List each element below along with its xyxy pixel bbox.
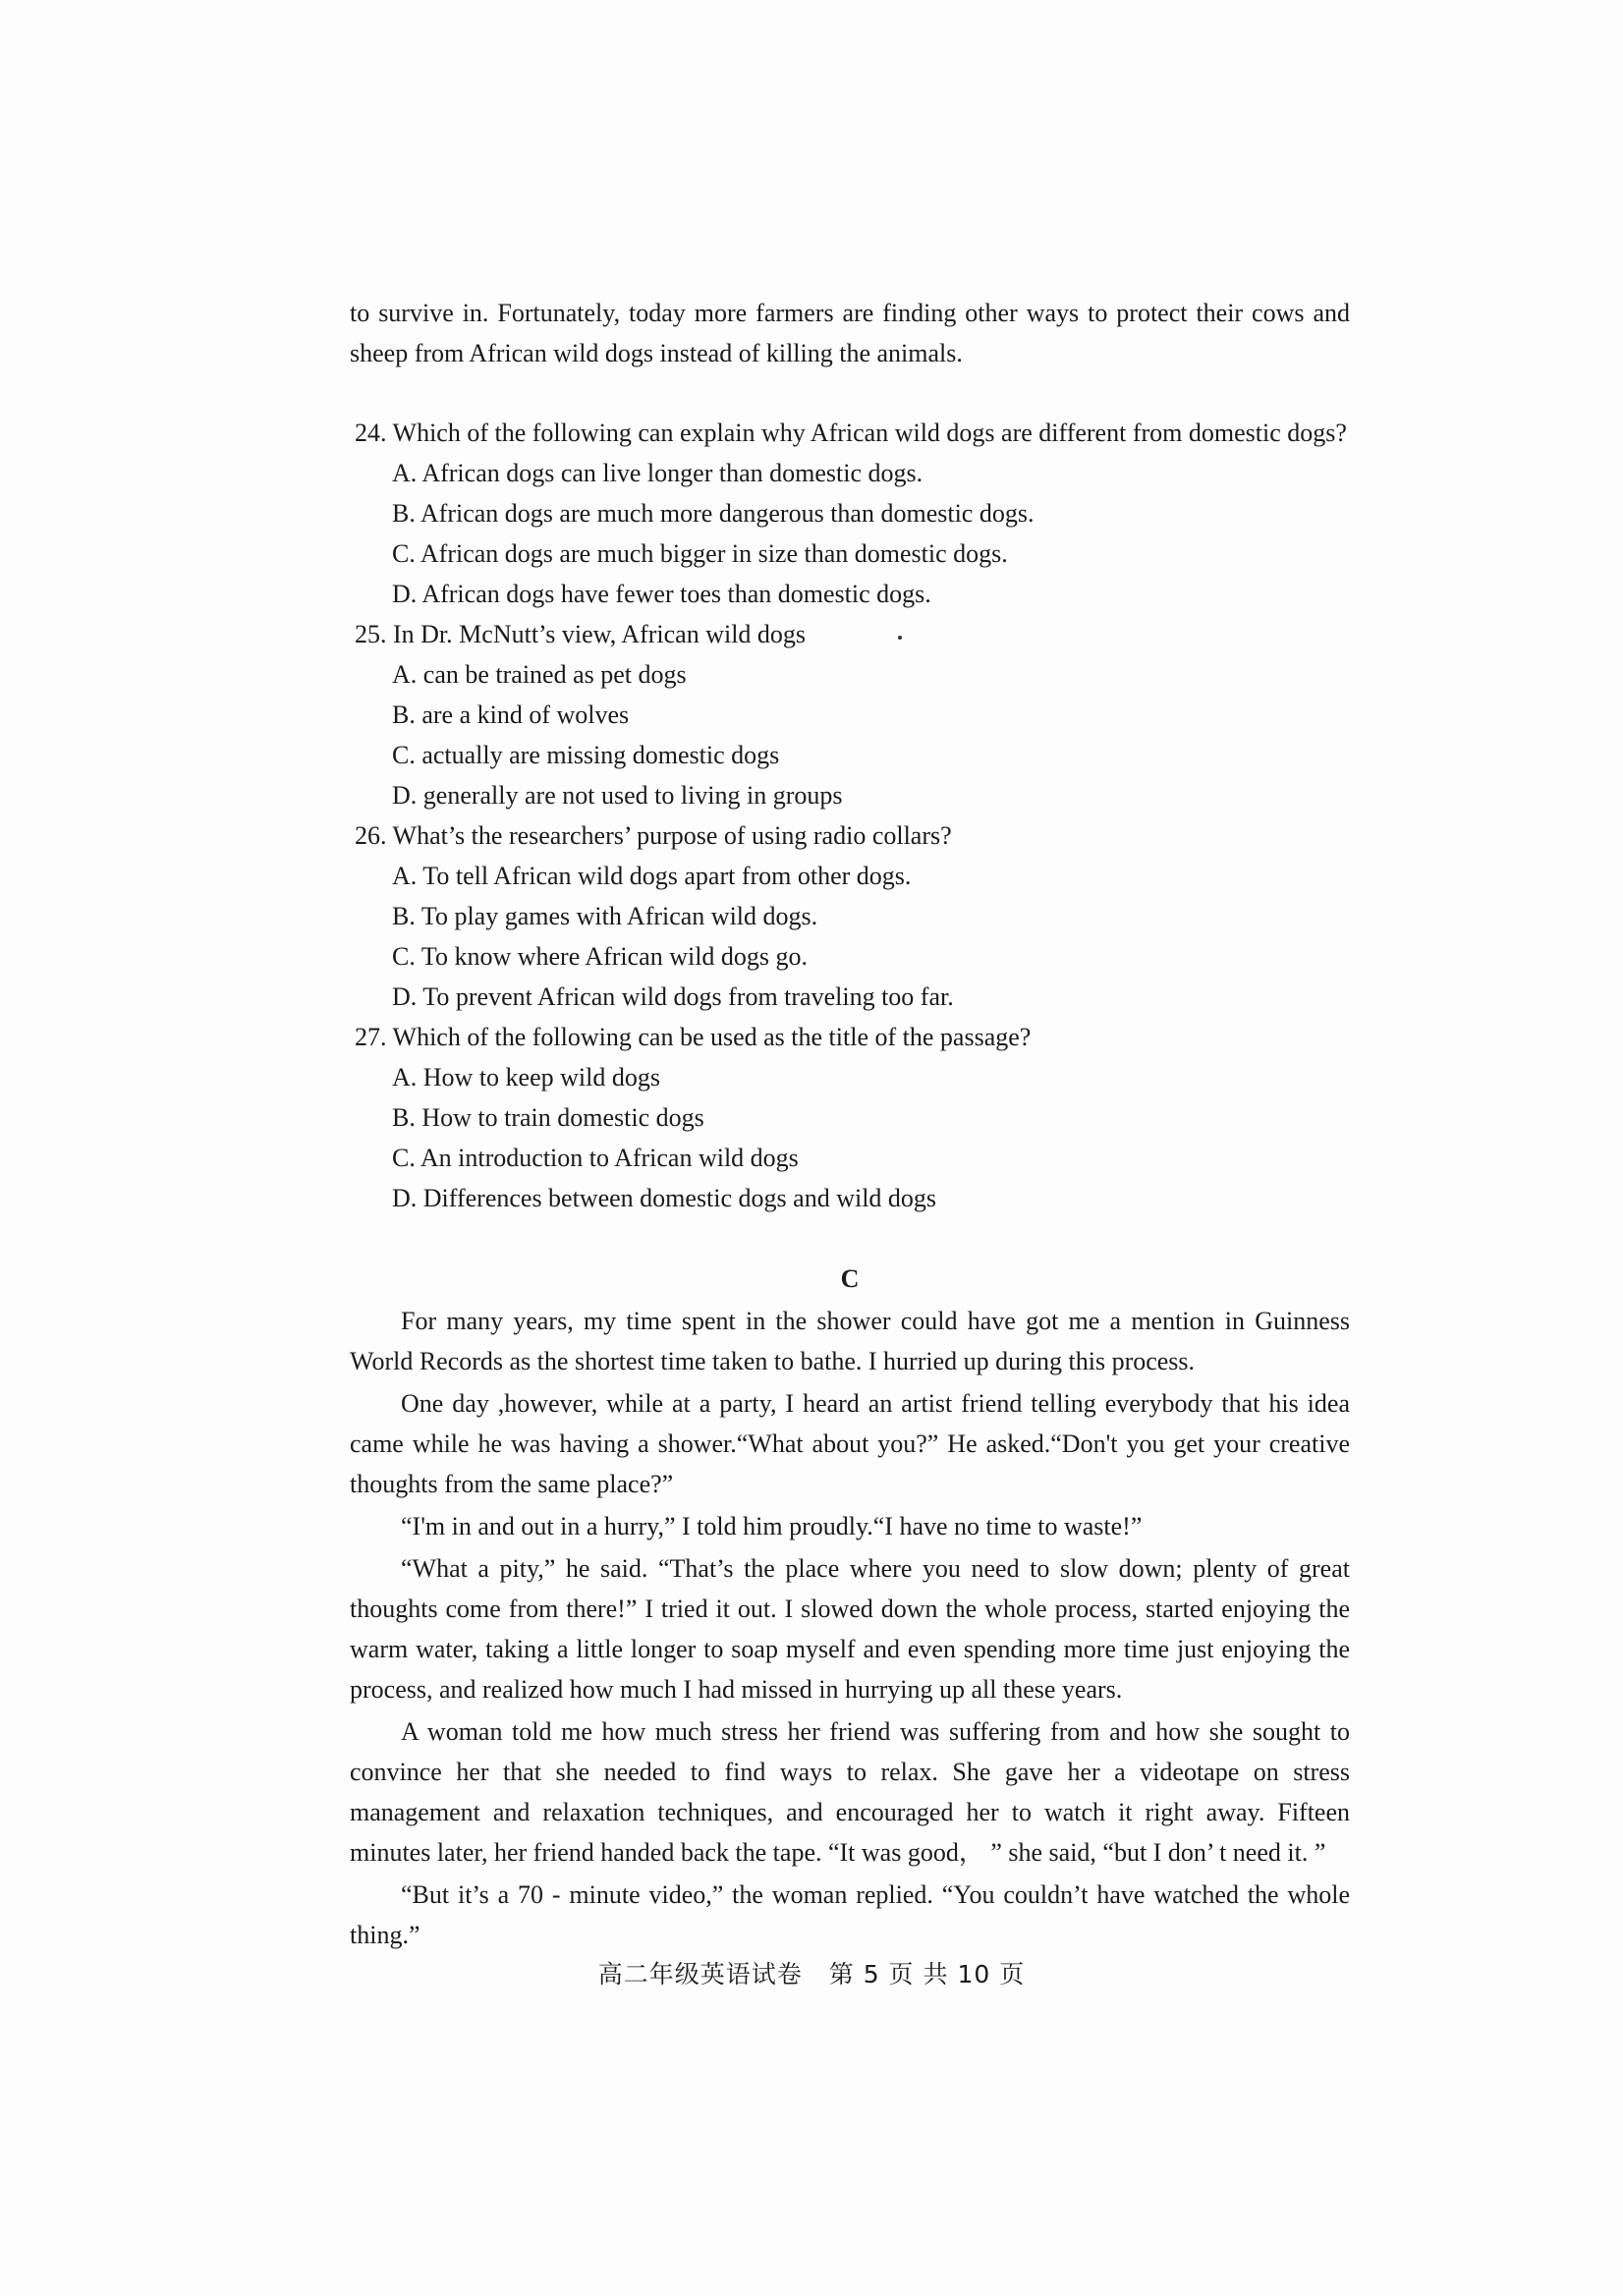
- option-b: B. are a kind of wolves: [392, 700, 630, 729]
- story-paragraph: For many years, my time spent in the shower could have got me a mention in Guinness World Records as the shortest time taken to bathe. I hurried up during this process.: [350, 1307, 1350, 1375]
- story-paragraph: One day ,however, while at a party, I heard an artist friend telling everybody that his idea came while he was having a shower.“What about you?” He asked.“Don't you get your creative thoughts from the same place?”: [350, 1389, 1350, 1498]
- option-a: A. How to keep wild dogs: [392, 1063, 660, 1092]
- option-d: D. Differences between domestic dogs and wild dogs: [392, 1184, 937, 1212]
- option-b: B. To play games with African wild dogs.: [392, 902, 818, 930]
- option-c: C. An introduction to African wild dogs: [392, 1144, 799, 1172]
- story-paragraph: A woman told me how much stress her friend was suffering from and how she sought to convince her that she needed to find ways to relax. She gave her a videotape on stress management and relaxation techniques, and encouraged her to watch it right away. Fifteen minutes later, her friend handed back the tape. “It was good， ” she said, “but I don’ t need it. ”: [350, 1717, 1350, 1867]
- question-stem: 26. What’s the researchers’ purpose of using radio collars?: [355, 821, 952, 850]
- option-a: A. African dogs can live longer than domestic dogs.: [392, 459, 923, 487]
- footer-exam-title: 高二年级英语试卷: [597, 1960, 803, 1988]
- option-b: B. African dogs are much more dangerous than domestic dogs.: [392, 499, 1035, 528]
- footer-page-info: 第 5 页 共 10 页: [828, 1960, 1026, 1988]
- spacer: [350, 373, 1350, 413]
- question-stem: 27. Which of the following can be used as the title of the passage?: [355, 1023, 1032, 1051]
- passage-c: [350, 1301, 1350, 1955]
- question-block-24: [350, 413, 1350, 614]
- question-block-26: [350, 815, 1350, 1017]
- passage-b-ending: to survive in. Fortunately, today more farmers are finding other ways to protect their cows and sheep from African wild dogs instead of killing the animals.: [350, 299, 1350, 367]
- question-stem: 25. In Dr. McNutt’s view, African wild dogs: [355, 620, 807, 648]
- page-footer: [0, 1955, 1623, 1990]
- question-block-25: [350, 614, 1350, 815]
- story-paragraph: “What a pity,” he said. “That’s the place where you need to slow down; plenty of great thoughts come from there!” I tried it out. I slowed down the whole process, started enjoying the warm water, taking a little longer to soap myself and even spending more time just enjoying the process, and realized how much I had missed in hurrying up all these years.: [350, 1554, 1350, 1704]
- story-paragraph: “I'm in and out in a hurry,” I told him proudly.“I have no time to waste!”: [401, 1512, 1143, 1540]
- section-heading: C: [840, 1264, 860, 1293]
- option-b: B. How to train domestic dogs: [392, 1103, 704, 1132]
- option-d: D. To prevent African wild dogs from traveling too far.: [392, 982, 954, 1011]
- option-c: C. actually are missing domestic dogs: [392, 741, 780, 769]
- option-c: C. African dogs are much bigger in size than domestic dogs.: [392, 539, 1008, 568]
- option-d: D. generally are not used to living in groups: [392, 781, 843, 810]
- question-block-27: [350, 1017, 1350, 1218]
- option-a: A. can be trained as pet dogs: [392, 660, 687, 689]
- option-a: A. To tell African wild dogs apart from other dogs.: [392, 862, 912, 890]
- option-d: D. African dogs have fewer toes than domestic dogs.: [392, 580, 931, 608]
- story-paragraph: “But it’s a 70 - minute video,” the woman replied. “You couldn’t have watched the whole thing.”: [350, 1880, 1350, 1949]
- option-c: C. To know where African wild dogs go.: [392, 942, 809, 971]
- page-content: [350, 293, 1350, 1955]
- scan-speck: [898, 636, 902, 640]
- question-stem: 24. Which of the following can explain why African wild dogs are different from domestic dogs?: [355, 419, 1347, 447]
